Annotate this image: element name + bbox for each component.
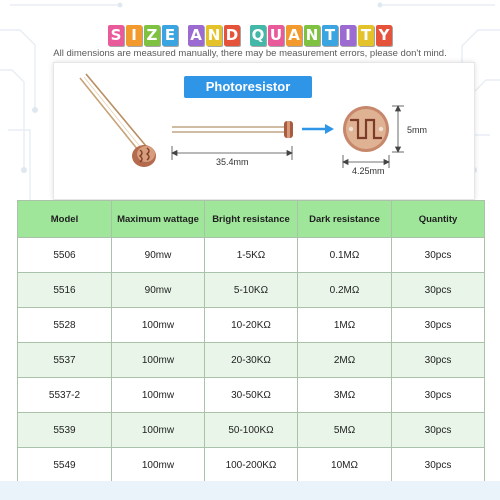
cell-quantity: 30pcs: [392, 448, 485, 483]
title-letter-tile: N: [207, 25, 221, 44]
photoresistor-side-view: [172, 121, 293, 138]
title-letter-tile: E: [162, 25, 178, 46]
cell-dark: 0.1MΩ: [298, 238, 392, 273]
lead-length-label: 35.4mm: [216, 157, 249, 167]
cell-model: 5506: [18, 238, 112, 273]
measurement-disclaimer: All dimensions are measured manually, there may be measurement errors, please don't mind.: [53, 48, 447, 59]
title-letter-tile: I: [340, 25, 356, 46]
cell-model: 5537: [18, 343, 112, 378]
arrow-icon: [302, 124, 334, 134]
table-header-row: [18, 201, 485, 238]
cell-wattage: 100mw: [112, 308, 205, 343]
table-row: [18, 343, 485, 378]
bottom-decoration: [0, 481, 500, 500]
cell-dark: 1MΩ: [298, 308, 392, 343]
cell-dark: 5MΩ: [298, 413, 392, 448]
title-letter-tile: T: [358, 25, 374, 46]
cell-quantity: 30pcs: [392, 273, 485, 308]
cell-bright: 5-10KΩ: [205, 273, 298, 308]
cell-model: 5528: [18, 308, 112, 343]
height-dimension: [392, 106, 404, 152]
cell-dark: 10MΩ: [298, 448, 392, 483]
table-row: [18, 273, 485, 308]
title-letter-tile: I: [126, 25, 142, 46]
cell-bright: 100-200KΩ: [205, 448, 298, 483]
photoresistor-perspective-image: [80, 74, 156, 167]
title-letter-tile: U: [269, 25, 283, 44]
cell-wattage: 90mw: [112, 238, 205, 273]
cell-model: 5539: [18, 413, 112, 448]
cell-quantity: 30pcs: [392, 308, 485, 343]
title-letter-tile: D: [225, 25, 239, 44]
table-row: [18, 308, 485, 343]
cell-quantity: 30pcs: [392, 378, 485, 413]
title-letter-tile: A: [286, 25, 302, 46]
title-letter-tile: N: [305, 25, 319, 44]
cell-bright: 30-50KΩ: [205, 378, 298, 413]
title-letter-tile: Y: [376, 25, 392, 46]
title-letter-tile: A: [188, 25, 204, 46]
cell-dark: 3MΩ: [298, 378, 392, 413]
cell-bright: 50-100KΩ: [205, 413, 298, 448]
cell-quantity: 30pcs: [392, 413, 485, 448]
photoresistor-top-view: [343, 106, 389, 152]
cell-quantity: 30pcs: [392, 238, 485, 273]
cell-bright: 20-30KΩ: [205, 343, 298, 378]
cell-model: 5516: [18, 273, 112, 308]
table-row: [18, 448, 485, 483]
title-letter-tile: S: [108, 25, 124, 46]
cell-dark: 0.2MΩ: [298, 273, 392, 308]
title-letter-tile: T: [322, 25, 338, 46]
title-letter-tile: Q: [251, 25, 265, 44]
cell-wattage: 90mw: [112, 273, 205, 308]
cell-wattage: 100mw: [112, 378, 205, 413]
cell-bright: 1-5KΩ: [205, 238, 298, 273]
title-letter-tile: Z: [144, 25, 160, 46]
cell-wattage: 100mw: [112, 413, 205, 448]
header-bright-resistance: Bright resistance: [205, 201, 298, 238]
height-label: 5mm: [407, 125, 427, 135]
cell-wattage: 100mw: [112, 343, 205, 378]
header-model: Model: [18, 201, 112, 238]
cell-model: 5549: [18, 448, 112, 483]
specification-table: [17, 200, 484, 483]
cell-dark: 2MΩ: [298, 343, 392, 378]
table-row: [18, 413, 485, 448]
table-row: [18, 238, 485, 273]
cell-quantity: 30pcs: [392, 343, 485, 378]
header-quantity: Quantity: [392, 201, 485, 238]
table-row: [18, 378, 485, 413]
cell-model: 5537-2: [18, 378, 112, 413]
diameter-label: 4.25mm: [352, 166, 385, 176]
cell-wattage: 100mw: [112, 448, 205, 483]
cell-bright: 10-20KΩ: [205, 308, 298, 343]
header-max-wattage: Maximum wattage: [112, 201, 205, 238]
header-dark-resistance: Dark resistance: [298, 201, 392, 238]
diagram-title: Photoresistor: [184, 76, 312, 98]
